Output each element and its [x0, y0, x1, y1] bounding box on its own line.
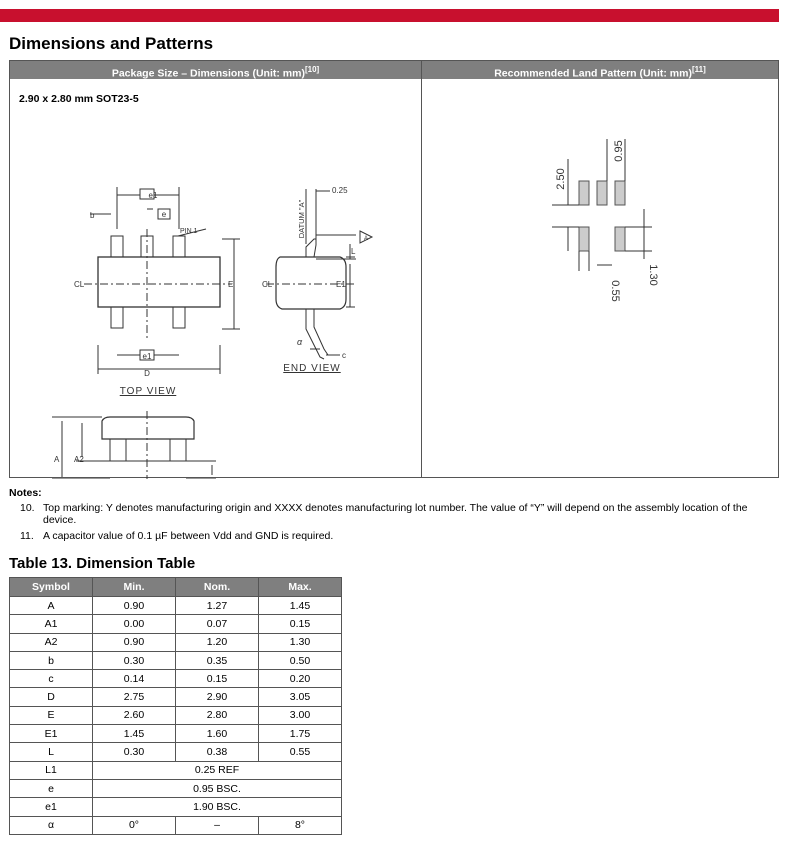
cell-nom: 0.07	[176, 615, 259, 633]
cell-symbol: e1	[10, 798, 93, 816]
dim-e-top: e	[161, 210, 167, 219]
note-10-number: 10.	[20, 502, 35, 514]
col-header-max: Max.	[259, 578, 342, 597]
note-10-text: Top marking: Y denotes manufacturing origin and XXXX denotes manufacturing lot number. The value of “Y” will depend on the assembly location of the device.	[43, 502, 748, 526]
col-header-nom: Nom.	[176, 578, 259, 597]
table-row	[10, 615, 342, 633]
cell-nom: 1.20	[176, 633, 259, 651]
cell-symbol: b	[10, 651, 93, 669]
end-view-label: END VIEW	[283, 363, 341, 374]
cell-symbol: L1	[10, 761, 93, 779]
cell-max: 1.30	[259, 633, 342, 651]
land-dim-130: 1.30	[647, 264, 659, 286]
land-pattern-drawing	[422, 79, 778, 479]
datum-label: DATUM "A"	[297, 199, 306, 239]
cell-value-span: 0.95 BSC.	[93, 779, 342, 797]
package-diagram-panel	[9, 60, 779, 478]
cell-symbol: c	[10, 670, 93, 688]
land-dim-250: 2.50	[555, 168, 567, 190]
table-row	[10, 761, 342, 779]
cell-max: 3.00	[259, 706, 342, 724]
cell-symbol: e	[10, 779, 93, 797]
cell-symbol: α	[10, 816, 93, 834]
dim-e1-bottom: e1	[142, 352, 152, 361]
dim-025-label: 0.25	[332, 186, 348, 195]
table-row	[10, 798, 342, 816]
dim-A2-label: A2	[74, 455, 84, 464]
cell-symbol: D	[10, 688, 93, 706]
dim-A-label: A	[54, 455, 60, 464]
dim-D-label: D	[144, 369, 150, 378]
cell-min: 2.60	[93, 706, 176, 724]
col-header-min: Min.	[93, 578, 176, 597]
note-10	[20, 502, 781, 526]
cell-symbol: E	[10, 706, 93, 724]
cell-symbol: L	[10, 743, 93, 761]
cell-value-span: 0.25 REF	[93, 761, 342, 779]
cell-value-span: 1.90 BSC.	[93, 798, 342, 816]
cell-min: 2.75	[93, 688, 176, 706]
land-pattern-header	[422, 61, 778, 79]
dim-c-label: c	[342, 351, 346, 360]
land-dim-095: 0.95	[613, 140, 625, 162]
cell-min: 0.90	[93, 633, 176, 651]
centerline-label-top: CL	[74, 280, 85, 289]
land-pattern-header-ref: [11]	[691, 65, 706, 74]
note-11	[20, 530, 781, 542]
dim-e1-top: e1	[148, 191, 158, 200]
land-pattern-header-text: Recommended Land Pattern (Unit: mm)	[494, 67, 692, 80]
note-11-number: 11.	[20, 530, 34, 542]
table-row	[10, 633, 342, 651]
table-row	[10, 597, 342, 615]
datum-flag-label: A	[364, 236, 369, 242]
cell-nom: 0.15	[176, 670, 259, 688]
header-accent-bar	[0, 9, 779, 22]
table-row	[10, 743, 342, 761]
cell-symbol: E1	[10, 725, 93, 743]
table-row	[10, 688, 342, 706]
cell-nom: 1.60	[176, 725, 259, 743]
cell-nom: 0.35	[176, 651, 259, 669]
cell-nom: 2.80	[176, 706, 259, 724]
top-view-label: TOP VIEW	[119, 386, 177, 397]
pin1-label: PIN 1	[180, 228, 198, 235]
cell-symbol: A1	[10, 615, 93, 633]
cell-min: 0°	[93, 816, 176, 834]
cell-nom: 1.27	[176, 597, 259, 615]
notes-heading: Notes:	[9, 487, 42, 499]
section-heading: Dimensions and Patterns	[9, 34, 214, 53]
dim-L-label: L	[351, 247, 356, 256]
cell-min: 0.30	[93, 743, 176, 761]
cell-min: 0.14	[93, 670, 176, 688]
cell-symbol: A	[10, 597, 93, 615]
table-header-row	[10, 578, 342, 597]
cell-min: 0.30	[93, 651, 176, 669]
cell-nom: –	[176, 816, 259, 834]
col-header-symbol: Symbol	[10, 578, 93, 597]
table-title: Table 13. Dimension Table	[9, 555, 196, 572]
package-title: 2.90 x 2.80 mm SOT23-5	[19, 93, 139, 105]
table-row	[10, 706, 342, 724]
package-size-header	[10, 61, 421, 79]
dimension-table	[9, 577, 342, 835]
land-dim-055: 0.55	[609, 280, 621, 302]
table-row	[10, 651, 342, 669]
cell-max: 1.45	[259, 597, 342, 615]
land-pads	[579, 181, 625, 251]
note-11-text: A capacitor value of 0.1 µF between Vdd and GND is required.	[43, 530, 334, 542]
cell-min: 0.00	[93, 615, 176, 633]
table-row	[10, 816, 342, 834]
cell-symbol: A2	[10, 633, 93, 651]
cell-min: 0.90	[93, 597, 176, 615]
cell-max: 0.20	[259, 670, 342, 688]
table-row	[10, 779, 342, 797]
dim-E1-label: E1	[336, 280, 346, 289]
dim-b: b	[90, 211, 95, 220]
cell-max: 3.05	[259, 688, 342, 706]
cell-nom: 2.90	[176, 688, 259, 706]
package-size-header-text: Package Size – Dimensions (Unit: mm)	[111, 67, 305, 80]
dim-E-label: E	[228, 280, 234, 289]
centerline-label-end: CL	[262, 280, 273, 289]
cell-max: 0.15	[259, 615, 342, 633]
side-view-drawing	[52, 411, 216, 479]
cell-nom: 0.38	[176, 743, 259, 761]
end-view-drawing	[266, 189, 372, 359]
cell-max: 0.50	[259, 651, 342, 669]
cell-max: 8°	[259, 816, 342, 834]
package-drawing	[10, 79, 421, 479]
cell-max: 0.55	[259, 743, 342, 761]
cell-max: 1.75	[259, 725, 342, 743]
alpha-label: α	[297, 337, 303, 347]
package-size-header-ref: [10]	[304, 65, 320, 74]
table-row	[10, 670, 342, 688]
cell-min: 1.45	[93, 725, 176, 743]
table-row	[10, 725, 342, 743]
